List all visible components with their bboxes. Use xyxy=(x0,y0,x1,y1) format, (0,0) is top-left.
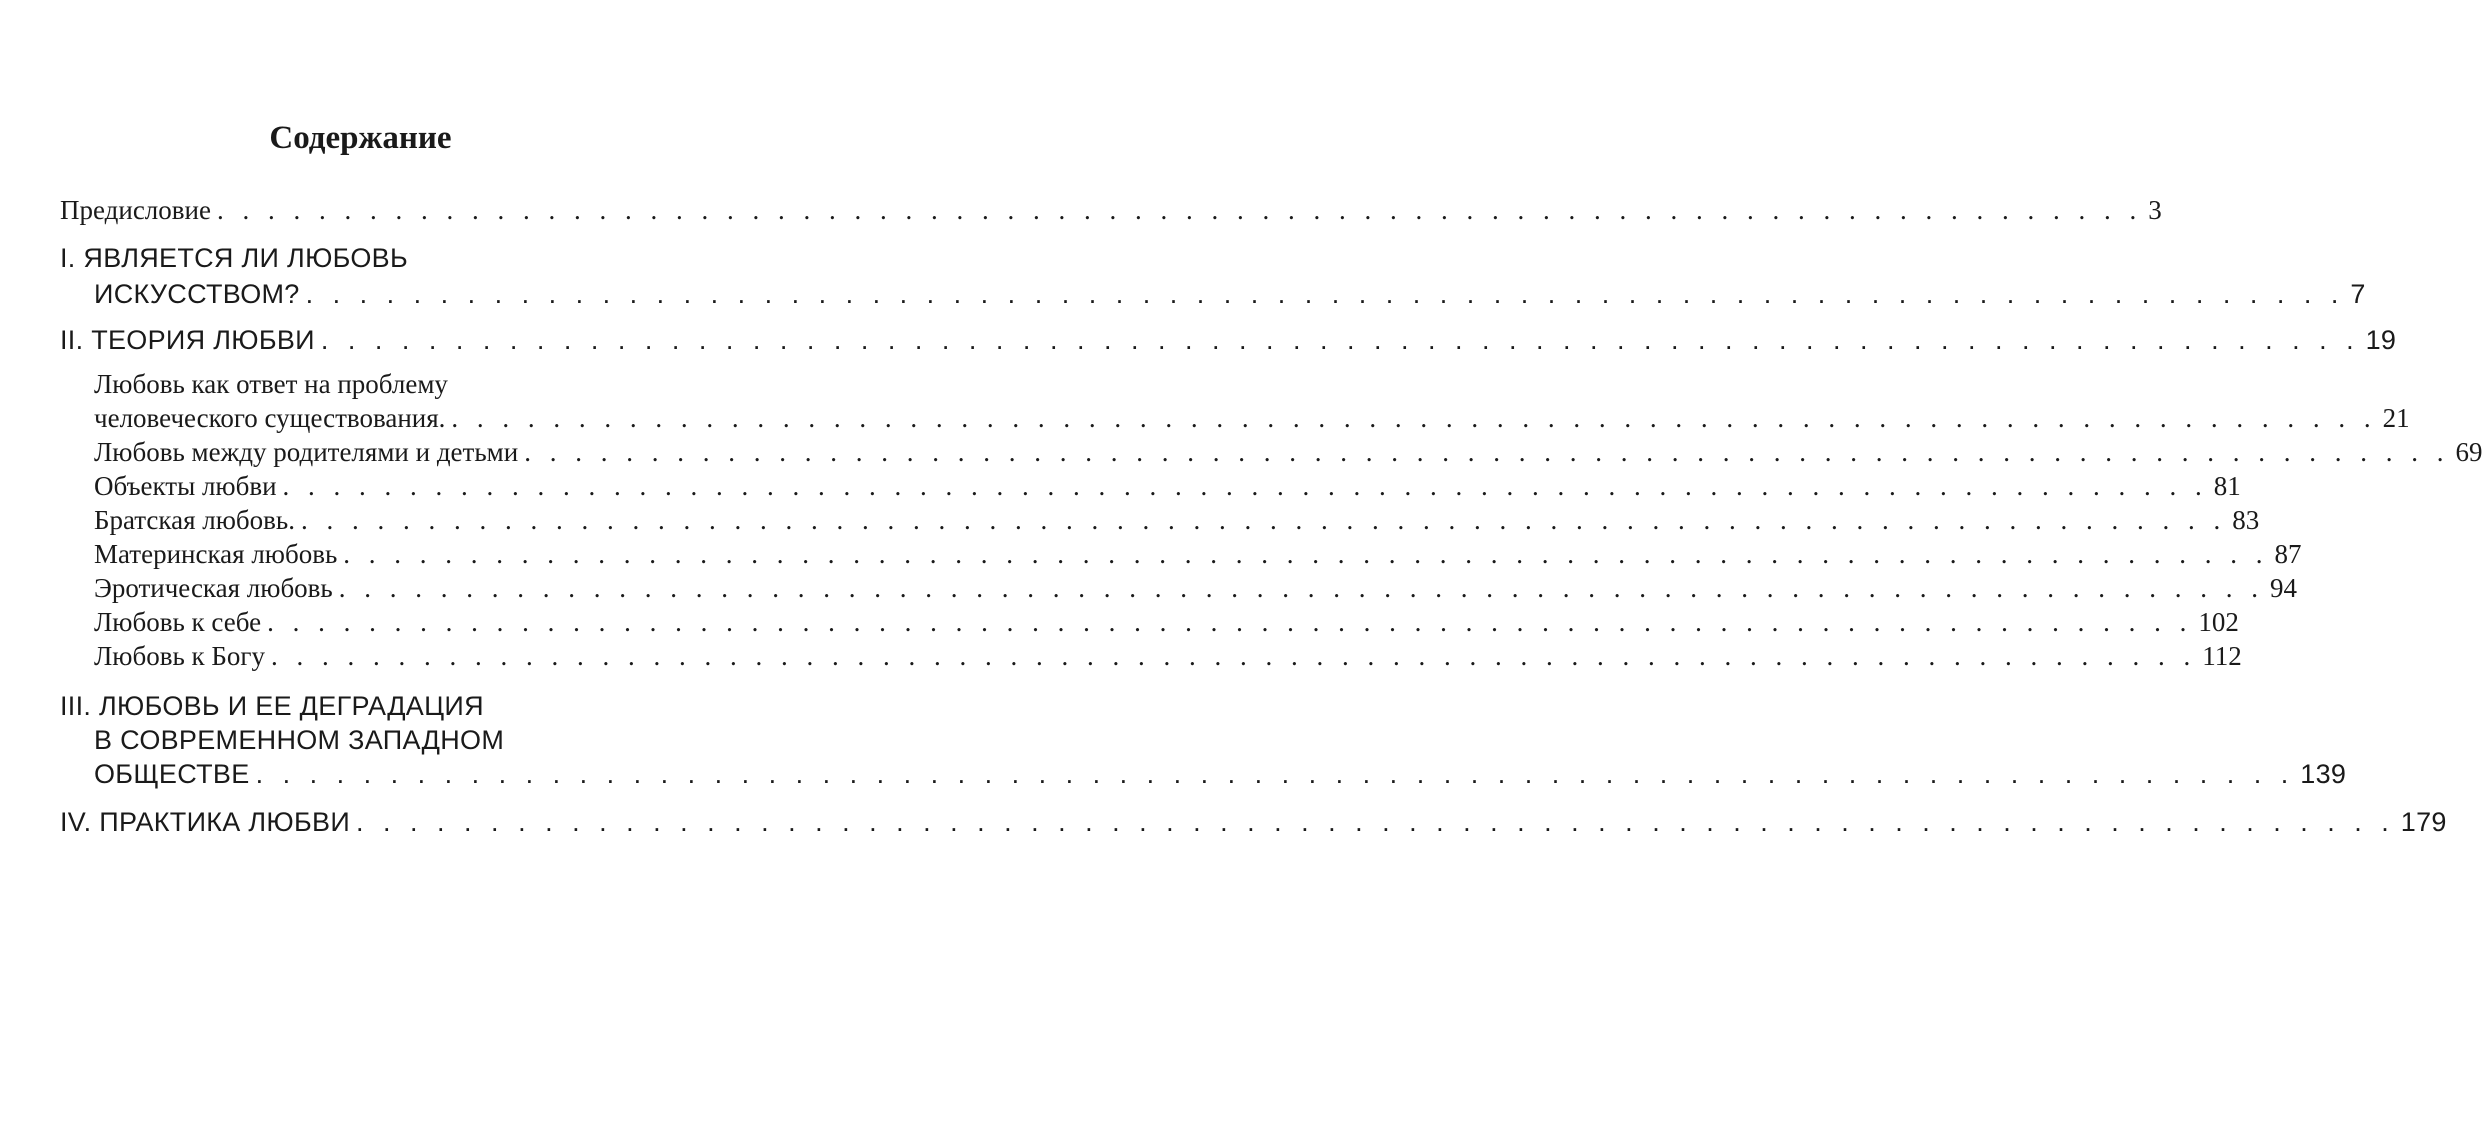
toc-entry-part-1-line2[interactable] xyxy=(94,276,2366,312)
toc-entry-label: Братская любовь. xyxy=(94,505,295,535)
toc-entry-label: I. ЯВЛЯЕТСЯ ЛИ ЛЮБОВЬ xyxy=(60,243,408,273)
toc-entry-label: Материнская любовь xyxy=(94,539,338,569)
dot-leader: . . . . . . . . . . . . . . . . . . . . . . . . . . . . . . . . . . . . . . . . . . . . . . . . . . . . . . . . . . . . . . . . . . . . . . . . . . . . xyxy=(267,607,2193,637)
dot-leader: . . . . . . . . . . . . . . . . . . . . . . . . . . . . . . . . . . . . . . . . . . . . . . . . . . . . . . . . . . . . . . . . . . . . . . . . . . . . xyxy=(216,195,2143,225)
toc-entry-erotic-love[interactable] xyxy=(94,570,2297,606)
dot-leader: . . . . . . . . . . . . . . . . . . . . . . . . . . . . . . . . . . . . . . . . . . . . . . . . . . . . . . . . . . . . . . . . . . . . . . . . . . . . xyxy=(300,505,2227,535)
toc-entry-self-love[interactable] xyxy=(94,604,2239,640)
toc-entry-label: Любовь между родителями и детьми xyxy=(94,437,519,467)
toc-entry-part-1-line1[interactable] xyxy=(60,240,661,276)
toc-entry-love-answer-line1[interactable] xyxy=(94,366,661,402)
dot-leader: . . . . . . . . . . . . . . . . . . . . . . . . . . . . . . . . . . . . . . . . . . . . . . . . . . . . . . . . . . . . . . . . . . . . . . . . . . . . xyxy=(343,539,2269,569)
toc-entry-label: IV. ПРАКТИКА ЛЮБВИ xyxy=(60,807,351,837)
toc-entry-label: человеческого существования. xyxy=(94,403,446,433)
toc-entry-part-3-line1[interactable] xyxy=(60,688,661,724)
toc-entry-label: II. ТЕОРИЯ ЛЮБВИ xyxy=(60,325,315,355)
toc-entry-part-3-line2[interactable] xyxy=(94,722,661,758)
toc-entry-love-answer-line2[interactable] xyxy=(94,400,2410,436)
dot-leader: . . . . . . . . . . . . . . . . . . . . . . . . . . . . . . . . . . . . . . . . . . . . . . . . . . . . . . . . . . . . . . . . . . . . . . . . . . . . xyxy=(356,807,2395,837)
toc-entry-page: 94 xyxy=(2270,573,2297,603)
dot-leader: . . . . . . . . . . . . . . . . . . . . . . . . . . . . . . . . . . . . . . . . . . . . . . . . . . . . . . . . . . . . . . . . . . . . . . . . . . . . xyxy=(320,325,2360,355)
toc-entry-label: ИСКУССТВОМ? xyxy=(94,279,300,309)
toc-entry-part-2[interactable] xyxy=(60,322,2397,358)
toc-entry-page: 69 xyxy=(2455,437,2482,467)
toc-entry-label: Любовь как ответ на проблему xyxy=(94,369,448,399)
toc-entry-objects-of-love[interactable] xyxy=(94,468,2241,504)
toc-entry-page: 87 xyxy=(2274,539,2302,569)
toc-entry-label: III. ЛЮБОВЬ И ЕЕ ДЕГРАДАЦИЯ xyxy=(60,691,484,721)
toc-entry-label: В СОВРЕМЕННОМ ЗАПАДНОМ xyxy=(94,725,505,755)
toc-title: Содержание xyxy=(269,120,452,156)
toc-entry-page: 21 xyxy=(2382,403,2410,433)
dot-leader: . . . . . . . . . . . . . . . . . . . . . . . . . . . . . . . . . . . . . . . . . . . . . . . . . . . . . . . . . . . . . . . . . . . . . . . . . . . . xyxy=(305,279,2345,309)
toc-entry-parents-children[interactable] xyxy=(94,434,2482,470)
toc-entry-love-of-god[interactable] xyxy=(94,638,2242,674)
toc-entry-page: 139 xyxy=(2300,759,2347,789)
dot-leader: . . . . . . . . . . . . . . . . . . . . . . . . . . . . . . . . . . . . . . . . . . . . . . . . . . . . . . . . . . . . . . . . . . . . . . . . . . . . xyxy=(270,641,2197,671)
dot-leader: . . . . . . . . . . . . . . . . . . . . . . . . . . . . . . . . . . . . . . . . . . . . . . . . . . . . . . . . . . . . . . . . . . . . . . . . . . . . xyxy=(524,437,2450,467)
toc-entry-page: 7 xyxy=(2350,279,2366,309)
toc-entry-motherly-love[interactable] xyxy=(94,536,2302,572)
toc-entry-page: 81 xyxy=(2213,471,2241,501)
toc-entry-page: 83 xyxy=(2232,505,2260,535)
toc-entry-label: ОБЩЕСТВЕ xyxy=(94,759,250,789)
toc-entry-part-4[interactable] xyxy=(60,804,2447,840)
toc-page xyxy=(60,0,2482,1131)
toc-entry-page: 3 xyxy=(2148,195,2162,225)
toc-entry-page: 179 xyxy=(2400,807,2447,837)
dot-leader: . . . . . . . . . . . . . . . . . . . . . . . . . . . . . . . . . . . . . . . . . . . . . . . . . . . . . . . . . . . . . . . . . . . . . . . . . . . . xyxy=(282,471,2208,501)
dot-leader: . . . . . . . . . . . . . . . . . . . . . . . . . . . . . . . . . . . . . . . . . . . . . . . . . . . . . . . . . . . . . . . . . . . . . . . . . . . . xyxy=(255,759,2295,789)
toc-entry-label: Предисловие xyxy=(60,195,211,225)
toc-entry-page: 19 xyxy=(2365,325,2397,355)
toc-entry-page: 102 xyxy=(2198,607,2239,637)
toc-entry-page: 112 xyxy=(2202,641,2242,671)
toc-entry-preface[interactable] xyxy=(60,192,2162,228)
toc-entry-part-3-line3[interactable] xyxy=(94,756,2347,792)
toc-entry-label: Эротическая любовь xyxy=(94,573,333,603)
toc-entry-brotherly-love[interactable] xyxy=(94,502,2260,538)
dot-leader: . . . . . . . . . . . . . . . . . . . . . . . . . . . . . . . . . . . . . . . . . . . . . . . . . . . . . . . . . . . . . . . . . . . . . . . . . . . . xyxy=(338,573,2264,603)
toc-entry-label: Любовь к Богу xyxy=(94,641,265,671)
toc-entry-label: Объекты любви xyxy=(94,471,277,501)
dot-leader: . . . . . . . . . . . . . . . . . . . . . . . . . . . . . . . . . . . . . . . . . . . . . . . . . . . . . . . . . . . . . . . . . . . . . . . . . . . . xyxy=(451,403,2377,433)
toc-entry-label: Любовь к себе xyxy=(94,607,262,637)
